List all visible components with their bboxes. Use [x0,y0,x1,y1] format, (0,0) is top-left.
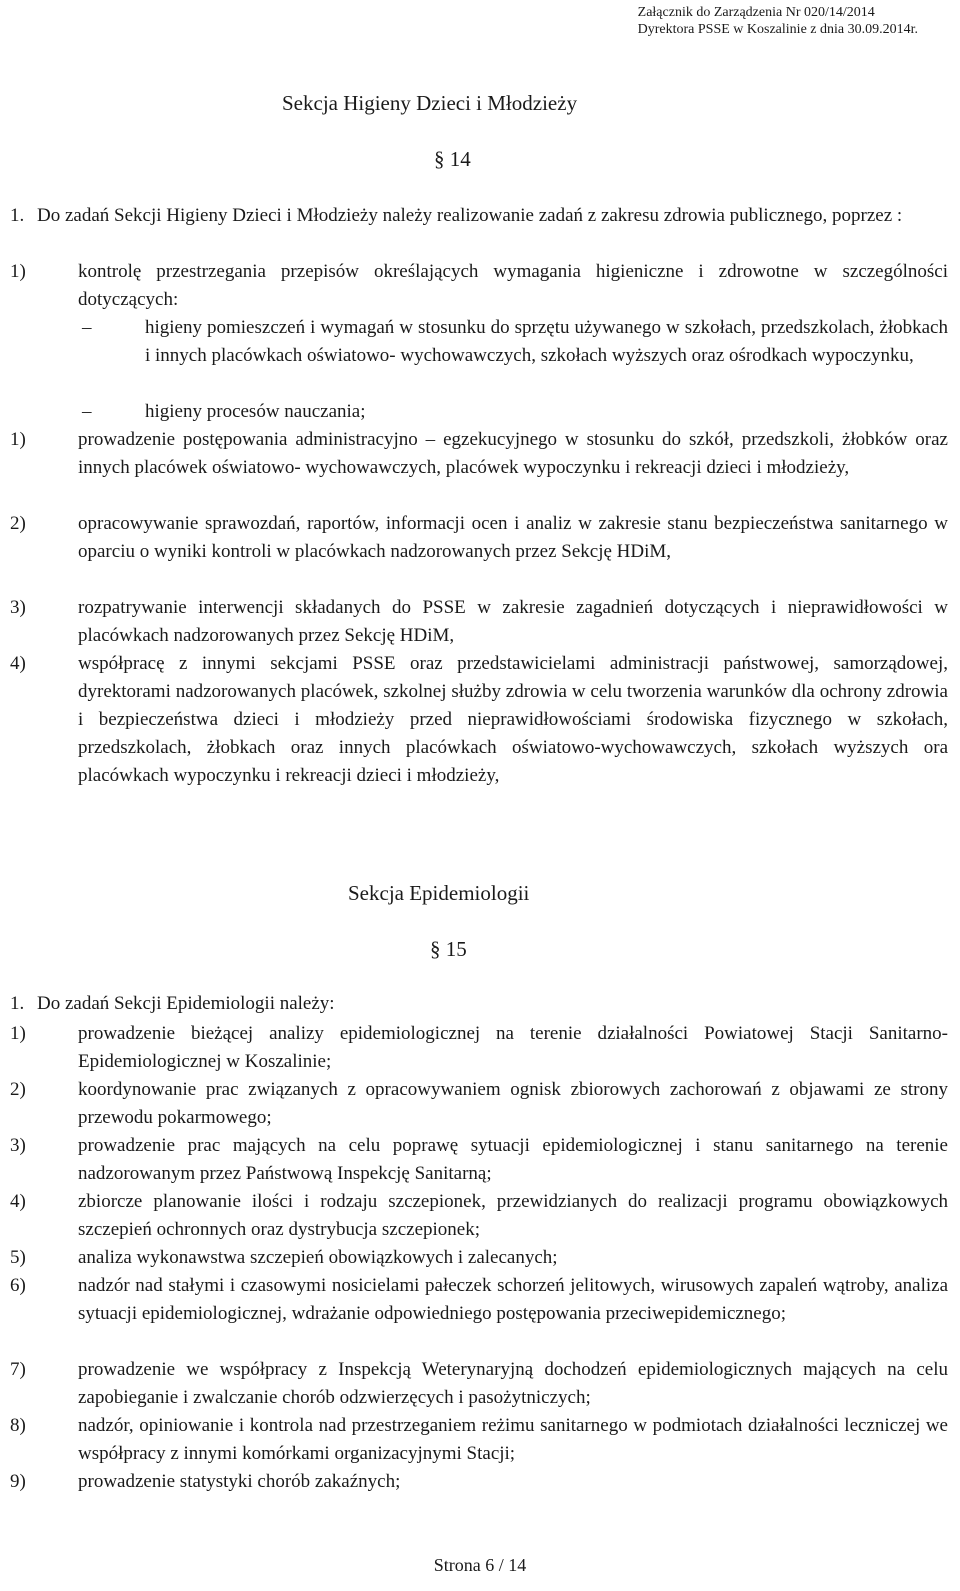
header-note-line2: Dyrektora PSSE w Koszalinie z dnia 30.09.2014r. [637,22,918,37]
list-item-label: 3) [10,597,26,618]
list-item-text: kontrolę przestrzegania przepisów określających wymagania higieniczne i zdrowotne w szczególności dotyczących: [78,261,948,310]
list-item-label: 8) [10,1415,26,1436]
dash-item-text: higieny procesów nauczania; [145,401,366,422]
list-item [10,1132,948,1188]
list-item-label: 6) [10,1275,26,1296]
list-item-text: nadzór, opiniowanie i kontrola nad przestrzeganiem reżimu sanitarnego w podmiotach działalności leczniczej we współpracy z innymi komórkami organizacyjnymi Stacji; [78,1415,948,1464]
list-item [10,650,948,790]
list-item-label: 2) [10,513,26,534]
dash-item [82,314,948,370]
list-item-label: 9) [10,1471,26,1492]
list-item-label: 1) [10,1023,26,1044]
list-item-label: 1) [10,429,26,450]
list-item-text: rozpatrywanie interwencji składanych do PSSE w zakresie zagadnień dotyczących i nieprawidłowości w placówkach nadzorowanych przez Sekcję HDiM, [78,597,948,646]
list-item [10,1076,948,1132]
list-item-label: 4) [10,653,26,674]
list-item [10,1244,948,1272]
list-item [10,1412,948,1468]
dash-item-text: higieny pomieszczeń i wymagań w stosunku do sprzętu używanego w szkołach, przedszkolach, żłobkach i innych placówkach oświatowo- wychowawczych, szkołach wyższych oraz ośrodkach wypoczynku, [145,317,948,366]
list-item-text: prowadzenie prac mających na celu poprawę sytuacji epidemiologicznej i stanu sanitarnego na terenie nadzorowanym przez Państwową Inspekcję Sanitarną; [78,1135,948,1184]
lead-number: 1. [10,205,25,226]
list-item-text: nadzór nad stałymi i czasowymi nosicielami pałeczek schorzeń jelitowych, wirusowych zapaleń wątroby, analiza sytuacji epidemiologicznej, wdrażanie odpowiedniego postępowania przeciwepidemicznego; [78,1275,948,1324]
section2-lead [10,990,948,1018]
dash-marker: – [82,401,92,422]
list-item-label: 1) [10,261,26,282]
list-item-text: prowadzenie bieżącej analizy epidemiologicznej na terenie działalności Powiatowej Stacji Sanitarno-Epidemiologicznej w Koszalinie; [78,1023,948,1072]
list-item [10,1020,948,1076]
section1-lead [10,202,948,230]
list-item [10,258,948,314]
list-item [10,426,948,482]
lead-number: 1. [10,993,25,1014]
list-item-text: koordynowanie prac związanych z opracowywaniem ognisk zbiorowych zachorowań z objawami ze strony przewodu pokarmowego; [78,1079,948,1128]
header-note-line1: Załącznik do Zarządzenia Nr 020/14/2014 [637,5,875,20]
list-item [10,594,948,650]
paragraph-number-15: § 15 [430,937,467,961]
section-title-hdim: Sekcja Higieny Dzieci i Młodzieży [282,91,578,115]
list-item-text: opracowywanie sprawozdań, raportów, informacji ocen i analiz w zakresie stanu bezpieczeństwa sanitarnego w oparciu o wyniki kontroli w placówkach nadzorowanych przez Sekcję HDiM, [78,513,948,562]
list-item-text: prowadzenie statystyki chorób zakaźnych; [78,1471,401,1492]
list-item [10,1356,948,1412]
list-item-text: prowadzenie postępowania administracyjno – egzekucyjnego w stosunku do szkół, przedszkoli, żłobków oraz innych placówek oświatowo- wychowawczych, placówek wypoczynku i rekreacji dzieci i młodzieży, [78,429,948,478]
list-item-text: prowadzenie we współpracy z Inspekcją Weterynaryjną dochodzeń epidemiologicznych mających na celu zapobieganie i zwalczanie chorób odzwierzęcych i pasożytniczych; [78,1359,948,1408]
list-item [10,510,948,566]
dash-marker: – [82,317,92,338]
list-item-label: 2) [10,1079,26,1100]
page-footer: Strona 6 / 14 [433,1555,527,1575]
header-note [638,4,918,38]
list-item-label: 3) [10,1135,26,1156]
list-item-label: 7) [10,1359,26,1380]
lead-text: Do zadań Sekcji Higieny Dzieci i Młodzieży należy realizowanie zadań z zakresu zdrowia publicznego, poprzez : [37,205,903,226]
list-item-text: zbiorcze planowanie ilości i rodzaju szczepionek, przewidzianych do realizacji programu obowiązkowych szczepień ochronnych oraz dystrybucja szczepionek; [78,1191,948,1240]
list-item-label: 4) [10,1191,26,1212]
list-item [10,1468,948,1496]
list-item-label: 5) [10,1247,26,1268]
section-title-epidemiology: Sekcja Epidemiologii [348,881,530,905]
dash-item [82,398,948,426]
list-item-text: analiza wykonawstwa szczepień obowiązkowych i zalecanych; [78,1247,558,1268]
list-item [10,1188,948,1244]
list-item-text: współpracę z innymi sekcjami PSSE oraz przedstawicielami administracji państwowej, samorządowej, dyrektorami nadzorowanych placówek, szkolnej służby zdrowia w celu tworzenia warunków dla ochrony zdrowia i bezpieczeństwa dzieci i młodzieży przed nieprawidłowościami środowiska fizycznego w szkołach, przedszkolach, żłobkach oraz innych placówkach oświatowo-wychowawczych, szkołach wyższych ora placówkach wypoczynku i rekreacji dzieci i młodzieży, [78,653,948,786]
paragraph-number-14: § 14 [434,147,471,171]
list-item [10,1272,948,1328]
lead-text: Do zadań Sekcji Epidemiologii należy: [37,993,335,1014]
